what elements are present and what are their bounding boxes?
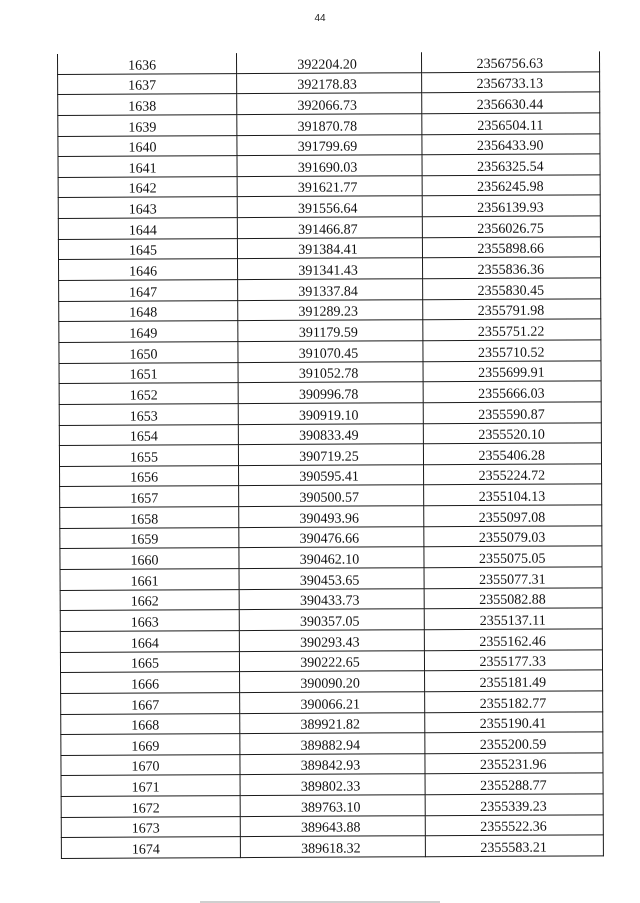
y-coordinate-cell: [424, 649, 602, 671]
y-coordinate-cell: [424, 464, 602, 486]
point-number-cell: 1642: [58, 176, 237, 198]
point-number-cell: 1657: [60, 486, 239, 508]
coordinates-table-wrapper: [57, 51, 598, 859]
table-row: [60, 649, 602, 672]
point-number-cell: 1667: [61, 692, 240, 714]
x-coordinate-cell: 390996.78: [238, 382, 423, 404]
x-coordinate-cell: 391556.64: [237, 196, 422, 218]
y-coordinate-cell: [423, 257, 601, 279]
point-number-cell: 1656: [60, 465, 239, 487]
y-coordinate-cell: [425, 835, 603, 857]
table-row: [58, 216, 600, 239]
y-coordinate-value: 2355751.22: [477, 324, 545, 340]
y-coordinate-value: 2355898.66: [477, 242, 544, 258]
table-row: [61, 815, 603, 838]
x-coordinate-cell: 391070.45: [238, 341, 423, 363]
table-row: [60, 546, 602, 569]
y-coordinate-value: 2356026.75: [477, 221, 544, 237]
x-coordinate-cell: 389802.33: [240, 774, 425, 796]
y-coordinate-cell: [425, 773, 603, 795]
y-coordinate-value: 2355590.87: [478, 407, 545, 423]
point-number-cell: 1646: [59, 259, 238, 281]
y-coordinate-cell: [425, 753, 603, 775]
point-number-cell: 1641: [58, 156, 237, 178]
y-coordinate-value: 2355177.33: [479, 654, 547, 671]
table-row: [61, 711, 603, 734]
point-number-cell: 1648: [59, 300, 238, 322]
y-coordinate-cell: [425, 691, 603, 713]
x-coordinate-cell: 390357.05: [239, 609, 424, 631]
point-number-cell: 1666: [61, 672, 240, 694]
table-row: [59, 422, 601, 445]
point-number-cell: 1668: [61, 713, 240, 735]
y-coordinate-cell: [422, 237, 600, 259]
x-coordinate-cell: 391690.03: [237, 155, 422, 177]
table-row: [58, 133, 600, 156]
table-row: [59, 278, 601, 301]
x-coordinate-cell: 389882.94: [240, 733, 425, 755]
point-number-cell: 1664: [60, 631, 239, 653]
y-coordinate-cell: [425, 732, 603, 754]
table-row: [58, 175, 600, 198]
x-coordinate-cell: 391052.78: [238, 361, 423, 383]
x-coordinate-cell: 389842.93: [240, 753, 425, 775]
x-coordinate-cell: 390293.43: [239, 630, 424, 652]
point-number-cell: 1649: [59, 321, 238, 343]
table-row: [60, 464, 602, 487]
point-number-cell: 1661: [60, 569, 239, 591]
y-coordinate-value: 2355339.23: [480, 799, 547, 815]
point-number-cell: 1643: [58, 197, 237, 219]
table-row: [60, 629, 602, 652]
y-coordinate-value: 2356756.63: [476, 56, 544, 72]
point-number-cell: 1650: [59, 342, 238, 364]
table-row: [60, 567, 602, 590]
y-coordinate-value: 2355077.31: [479, 572, 546, 588]
x-coordinate-cell: 391466.87: [237, 217, 422, 239]
y-coordinate-value: 2355666.03: [478, 386, 545, 402]
y-coordinate-value: 2355182.77: [479, 696, 547, 712]
point-number-cell: 1651: [59, 362, 238, 384]
point-number-cell: 1653: [59, 404, 238, 426]
x-coordinate-cell: 391341.43: [238, 258, 423, 280]
y-coordinate-value: 2355082.88: [479, 592, 546, 609]
y-coordinate-value: 2355583.21: [480, 840, 547, 856]
point-number-cell: 1654: [59, 424, 238, 446]
x-coordinate-cell: 392204.20: [236, 52, 421, 73]
y-coordinate-cell: [423, 402, 601, 424]
y-coordinate-cell: [425, 711, 603, 733]
table-row: [60, 608, 602, 631]
point-number-cell: 1669: [61, 734, 240, 756]
y-coordinate-value: 2355200.59: [479, 737, 547, 753]
table-row: [57, 51, 599, 74]
y-coordinate-cell: [421, 51, 599, 72]
y-coordinate-value: 2356325.54: [477, 159, 544, 175]
point-number-cell: 1670: [61, 754, 240, 776]
y-coordinate-cell: [422, 92, 600, 114]
y-coordinate-value: 2355836.36: [477, 262, 545, 278]
y-coordinate-cell: [423, 360, 601, 382]
x-coordinate-cell: 391179.59: [238, 320, 423, 342]
y-coordinate-cell: [422, 175, 600, 197]
x-coordinate-cell: 390919.10: [238, 403, 423, 425]
table-row: [59, 381, 601, 404]
y-coordinate-value: 2355791.98: [477, 303, 545, 320]
point-number-cell: 1652: [59, 383, 238, 405]
x-coordinate-cell: 389921.82: [240, 712, 425, 734]
y-coordinate-value: 2355830.45: [477, 283, 545, 299]
point-number-cell: 1655: [59, 445, 238, 467]
y-coordinate-cell: [424, 608, 602, 630]
y-coordinate-value: 2356733.13: [476, 76, 544, 93]
point-number-cell: 1636: [57, 53, 236, 74]
y-coordinate-cell: [423, 319, 601, 341]
table-row: [60, 526, 602, 549]
y-coordinate-value: 2356139.93: [477, 200, 544, 217]
y-coordinate-value: 2355406.28: [478, 448, 546, 464]
point-number-cell: 1645: [58, 238, 237, 260]
y-coordinate-value: 2356245.98: [477, 180, 544, 196]
table-row: [59, 319, 601, 342]
y-coordinate-cell: [423, 422, 601, 444]
table-row: [59, 360, 601, 383]
point-number-cell: 1637: [58, 73, 237, 95]
point-number-cell: 1662: [60, 589, 239, 611]
point-number-cell: 1644: [58, 218, 237, 240]
y-coordinate-cell: [422, 154, 600, 176]
y-coordinate-cell: [425, 815, 603, 837]
point-number-cell: 1639: [58, 115, 237, 137]
table-row: [61, 794, 603, 817]
x-coordinate-cell: 390476.66: [239, 526, 424, 548]
x-coordinate-cell: 390833.49: [238, 423, 423, 445]
y-coordinate-cell: [424, 546, 602, 568]
x-coordinate-cell: 390222.65: [239, 650, 424, 672]
y-coordinate-value: 2355224.72: [478, 469, 546, 485]
coordinates-table-body: [57, 51, 603, 858]
x-coordinate-cell: 390500.57: [239, 485, 424, 507]
x-coordinate-cell: 391337.84: [238, 279, 423, 301]
y-coordinate-value: 2355079.03: [478, 530, 546, 547]
y-coordinate-cell: [422, 71, 600, 93]
x-coordinate-cell: 391384.41: [237, 237, 422, 259]
table-row: [58, 237, 600, 260]
point-number-cell: 1647: [59, 280, 238, 302]
y-coordinate-value: 2355097.08: [478, 510, 546, 526]
x-coordinate-cell: 391289.23: [238, 299, 423, 321]
table-row: [59, 299, 601, 322]
y-coordinate-cell: [424, 484, 602, 506]
table-row: [59, 257, 601, 280]
y-coordinate-value: 2356630.44: [476, 97, 544, 113]
table-row: [61, 732, 603, 755]
x-coordinate-cell: 391870.78: [237, 114, 422, 136]
point-number-cell: 1665: [60, 651, 239, 673]
x-coordinate-cell: 389643.88: [240, 815, 425, 837]
y-coordinate-cell: [423, 340, 601, 362]
y-coordinate-cell: [422, 133, 600, 155]
table-row: [58, 71, 600, 94]
y-coordinate-value: 2355522.36: [480, 819, 547, 836]
table-row: [58, 113, 600, 136]
point-number-cell: 1640: [58, 135, 237, 157]
x-coordinate-cell: 390462.10: [239, 547, 424, 569]
table-row: [60, 484, 602, 507]
table-row: [60, 587, 602, 610]
x-coordinate-cell: 389763.10: [240, 795, 425, 817]
point-number-cell: 1658: [60, 507, 239, 529]
y-coordinate-cell: [423, 299, 601, 321]
table-row: [61, 670, 603, 693]
x-coordinate-cell: 389618.32: [240, 836, 425, 858]
table-row: [61, 835, 603, 858]
x-coordinate-cell: 390595.41: [239, 465, 424, 487]
y-coordinate-cell: [424, 567, 602, 589]
y-coordinate-value: 2355520.10: [478, 427, 545, 444]
y-coordinate-value: 2355075.05: [478, 551, 546, 567]
y-coordinate-value: 2356504.11: [477, 118, 544, 134]
x-coordinate-cell: 392178.83: [237, 72, 422, 94]
y-coordinate-cell: [424, 629, 602, 651]
y-coordinate-value: 2355231.96: [479, 758, 547, 774]
table-row: [58, 154, 600, 177]
y-coordinate-cell: [425, 670, 603, 692]
x-coordinate-cell: 391799.69: [237, 134, 422, 156]
y-coordinate-value: 2355137.11: [479, 613, 546, 629]
y-coordinate-cell: [422, 113, 600, 135]
y-coordinate-cell: [425, 794, 603, 816]
table-row: [58, 92, 600, 115]
table-row: [59, 340, 601, 363]
point-number-cell: 1659: [60, 527, 239, 549]
y-coordinate-cell: [423, 278, 601, 300]
y-coordinate-value: 2355288.77: [480, 778, 547, 795]
x-coordinate-cell: 390090.20: [240, 671, 425, 693]
x-coordinate-cell: 390453.65: [239, 568, 424, 590]
point-number-cell: 1672: [61, 796, 240, 818]
y-coordinate-cell: [424, 587, 602, 609]
y-coordinate-cell: [422, 216, 600, 238]
page-number: 44: [314, 13, 326, 24]
table-row: [58, 195, 600, 218]
table-row: [61, 773, 603, 796]
point-number-cell: 1673: [61, 816, 240, 838]
point-number-cell: 1663: [60, 610, 239, 632]
y-coordinate-cell: [423, 443, 601, 465]
x-coordinate-cell: 390433.73: [239, 588, 424, 610]
y-coordinate-value: 2355181.49: [479, 675, 547, 691]
y-coordinate-cell: [423, 381, 601, 403]
point-number-cell: 1638: [58, 94, 237, 116]
x-coordinate-cell: 392066.73: [237, 93, 422, 115]
y-coordinate-value: 2355104.13: [478, 489, 546, 506]
table-row: [59, 402, 601, 425]
table-row: [61, 753, 603, 776]
y-coordinate-value: 2355699.91: [478, 365, 545, 382]
y-coordinate-value: 2356433.90: [476, 138, 544, 155]
y-coordinate-value: 2355162.46: [479, 634, 546, 650]
y-coordinate-cell: [424, 526, 602, 548]
coordinates-table: [57, 51, 604, 859]
point-number-cell: 1671: [61, 775, 240, 797]
y-coordinate-value: 2355190.41: [479, 716, 547, 733]
y-coordinate-cell: [424, 505, 602, 527]
table-row: [59, 443, 601, 466]
table-row: [60, 505, 602, 528]
y-coordinate-value: 2355710.52: [477, 345, 545, 361]
x-coordinate-cell: 390493.96: [239, 506, 424, 528]
table-row: [61, 691, 603, 714]
point-number-cell: 1660: [60, 548, 239, 570]
point-number-cell: 1674: [61, 837, 240, 859]
x-coordinate-cell: 390719.25: [238, 444, 423, 466]
y-coordinate-cell: [422, 195, 600, 217]
x-coordinate-cell: 390066.21: [240, 692, 425, 714]
x-coordinate-cell: 391621.77: [237, 176, 422, 198]
